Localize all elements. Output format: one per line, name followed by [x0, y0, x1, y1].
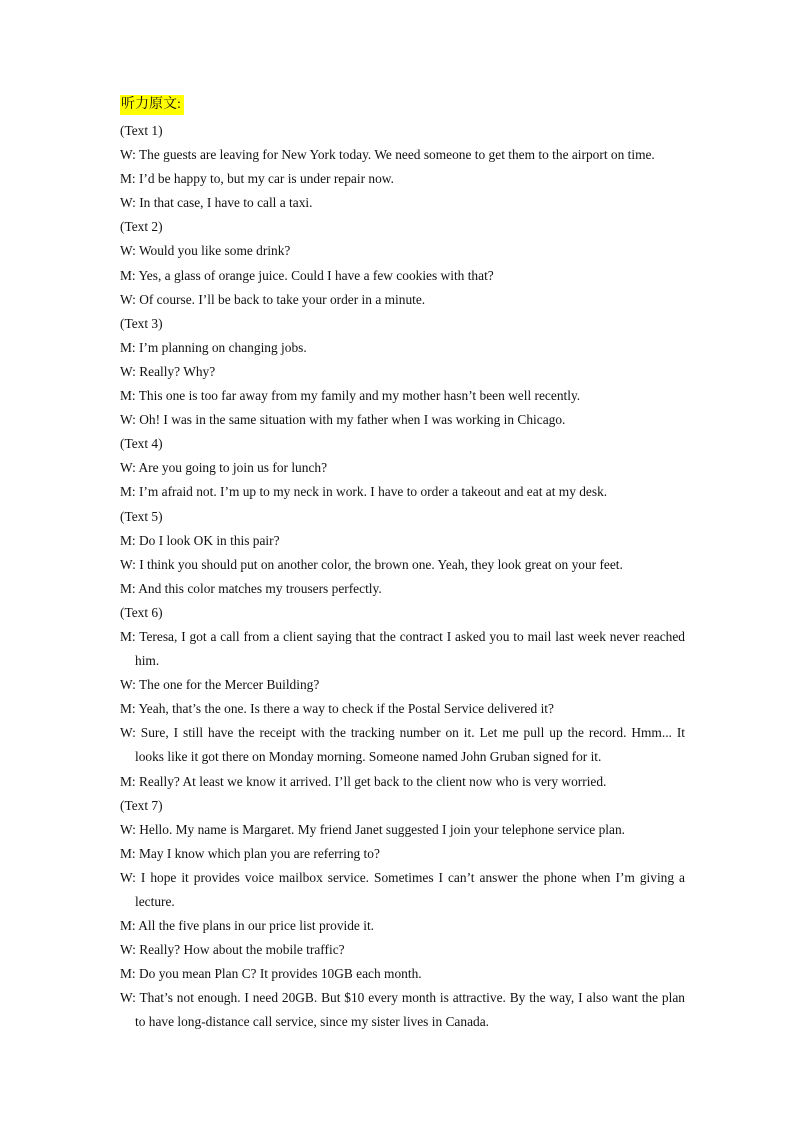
dialogue-line: W: Would you like some drink?: [120, 243, 291, 259]
section-label: (Text 6): [120, 604, 163, 620]
dialogue-line: W: That’s not enough. I need 20GB. But $10 every month is attractive. By the way, I also want the plan to have long-distance call service, since my sister lives in Canada.: [120, 990, 685, 1030]
dialogue-line: M: And this color matches my trousers perfectly.: [120, 580, 382, 596]
transcript-heading: 听力原文:: [120, 95, 184, 115]
transcript-content: [120, 95, 685, 1035]
section-label: (Text 5): [120, 508, 163, 524]
dialogue-line: W: Sure, I still have the receipt with the tracking number on it. Let me pull up the record. Hmm... It looks like it got there on Monday morning. Someone named John Gruban signed for it.: [120, 725, 685, 765]
dialogue-line: W: Oh! I was in the same situation with my father when I was working in Chicago.: [120, 412, 566, 428]
dialogue-line: W: Really? Why?: [120, 363, 216, 379]
dialogue-line: M: Teresa, I got a call from a client saying that the contract I asked you to mail last week never reached him.: [120, 628, 685, 669]
dialogue-line: M: This one is too far away from my family and my mother hasn’t been well recently.: [120, 388, 581, 404]
dialogue-line: W: I hope it provides voice mailbox service. Sometimes I can’t answer the phone when I’m giving a lecture.: [120, 869, 685, 909]
dialogue-line: M: Yes, a glass of orange juice. Could I have a few cookies with that?: [120, 267, 494, 283]
dialogue-line: W: Are you going to join us for lunch?: [120, 460, 328, 476]
dialogue-line: M: All the five plans in our price list provide it.: [120, 918, 375, 934]
dialogue-line: M: I’m planning on changing jobs.: [120, 339, 307, 355]
dialogue-line: W: The one for the Mercer Building?: [120, 677, 320, 693]
dialogue-line: W: I think you should put on another color, the brown one. Yeah, they look great on your feet.: [120, 556, 623, 572]
dialogue-line: M: I’d be happy to, but my car is under repair now.: [120, 171, 394, 187]
section-label: (Text 3): [120, 315, 163, 331]
dialogue-line: M: Yeah, that’s the one. Is there a way to check if the Postal Service delivered it?: [120, 701, 554, 717]
dialogue-line: W: Hello. My name is Margaret. My friend Janet suggested I join your telephone service plan.: [120, 821, 625, 837]
section-label: (Text 7): [120, 797, 163, 813]
dialogue-line: W: Of course. I’ll be back to take your order in a minute.: [120, 291, 426, 307]
section-label: (Text 2): [120, 219, 163, 235]
dialogue-line: M: May I know which plan you are referring to?: [120, 845, 380, 861]
dialogue-line: W: Really? How about the mobile traffic?: [120, 942, 345, 958]
dialogue-line: M: Do you mean Plan C? It provides 10GB each month.: [120, 966, 422, 982]
section-label: (Text 4): [120, 436, 163, 452]
dialogue-line: M: Do I look OK in this pair?: [120, 532, 280, 548]
dialogue-line: W: The guests are leaving for New York today. We need someone to get them to the airport on time.: [120, 147, 655, 163]
section-label: (Text 1): [120, 123, 163, 138]
dialogue-line: W: In that case, I have to call a taxi.: [120, 195, 313, 211]
dialogue-line: M: I’m afraid not. I’m up to my neck in work. I have to order a takeout and eat at my desk.: [120, 484, 608, 500]
transcript-lines: [120, 119, 685, 1035]
dialogue-line: M: Really? At least we know it arrived. I’ll get back to the client now who is very worried.: [120, 773, 607, 789]
